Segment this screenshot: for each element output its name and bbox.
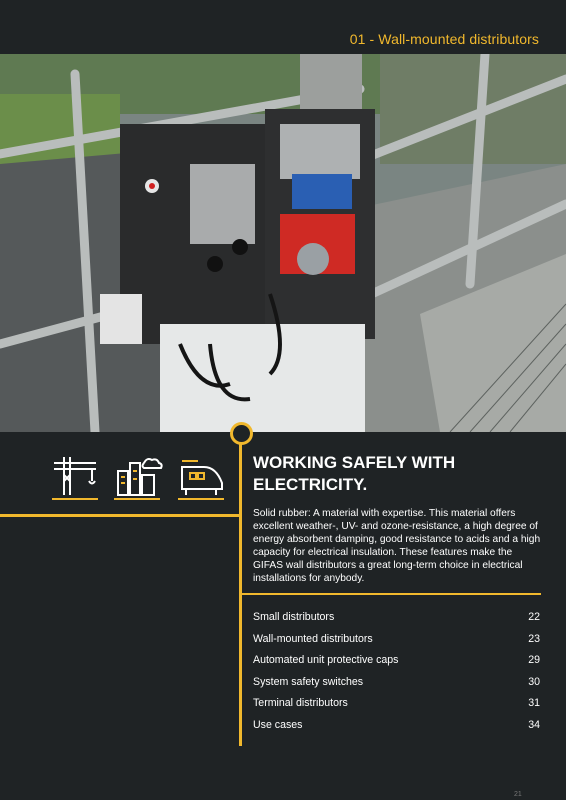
product-photo bbox=[0, 54, 566, 432]
construction-crane-icon bbox=[52, 453, 104, 503]
section-title bbox=[253, 452, 543, 496]
toc-item[interactable] bbox=[253, 693, 540, 715]
page-number: 21 bbox=[514, 791, 522, 798]
accent-circle bbox=[230, 422, 253, 445]
table-of-contents bbox=[253, 607, 540, 737]
toc-item-label: Automated unit protective caps bbox=[253, 654, 399, 667]
industrial-plant-icon bbox=[114, 453, 166, 503]
toc-item-label: System safety switches bbox=[253, 675, 364, 688]
toc-item-page: 34 bbox=[528, 718, 540, 731]
toc-item-label: Small distributors bbox=[253, 611, 335, 623]
toc-item[interactable] bbox=[253, 607, 540, 629]
accent-divider-right bbox=[241, 593, 541, 595]
toc-item-page: 31 bbox=[528, 697, 540, 710]
toc-item-page: 23 bbox=[528, 632, 540, 645]
toc-item-label: Wall-mounted distributors bbox=[253, 632, 373, 645]
toc-item-label: Use cases bbox=[253, 718, 303, 731]
toc-item-page: 29 bbox=[528, 654, 540, 667]
accent-divider-left bbox=[0, 514, 241, 517]
toc-item-page: 30 bbox=[528, 675, 540, 688]
toc-item[interactable] bbox=[253, 715, 540, 737]
section-title-line-2: ELECTRICITY. bbox=[253, 475, 368, 494]
section-heading: 01 - Wall-mounted distributors bbox=[349, 31, 539, 47]
application-icons bbox=[52, 453, 227, 503]
toc-item-label: Terminal distributors bbox=[253, 697, 348, 710]
section-title-line-1: WORKING SAFELY WITH bbox=[253, 453, 456, 472]
section-body: Solid rubber: A material with expertise. This material offers excellent weather-, UV- and ozone-resistance, a high degree of energy absorbent damping, good resistance to acids and a high capacity for electrical insulation. These features make the GIFAS wall distributors a great long-term choice in electrical installations for anybody. bbox=[253, 508, 541, 584]
train-icon bbox=[178, 453, 230, 503]
toc-item[interactable] bbox=[253, 629, 540, 651]
toc-item[interactable] bbox=[253, 672, 540, 694]
toc-item[interactable] bbox=[253, 650, 540, 672]
page-header bbox=[0, 0, 566, 54]
toc-item-page: 22 bbox=[528, 611, 540, 623]
